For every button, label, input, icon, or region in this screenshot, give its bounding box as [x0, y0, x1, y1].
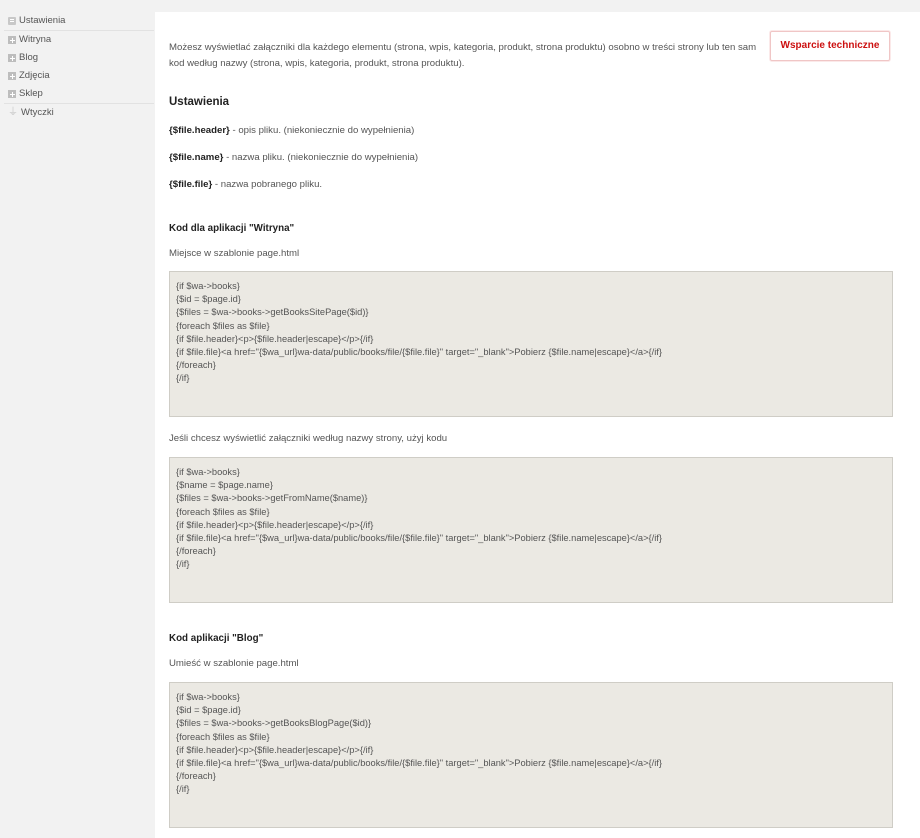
site-code-heading: Kod dla aplikacji "Witryna" — [169, 223, 295, 234]
code-line: {/if} — [176, 784, 190, 795]
code-line: {$files = $wa->books->getBooksBlogPage($id)} — [176, 718, 372, 729]
plus-square-icon[interactable] — [8, 54, 16, 62]
blog-code-heading: Kod aplikacji "Blog" — [169, 633, 264, 644]
blog-code-note: Umieść w szablonie page.html — [169, 658, 299, 669]
sidebar-item-label: Ustawienia — [19, 15, 66, 26]
site-code-note: Miejsce w szablonie page.html — [169, 248, 300, 259]
code-line: {/if} — [176, 373, 190, 384]
param-desc: - nazwa pliku. (niekoniecznie do wypełnienia) — [223, 152, 419, 163]
sidebar-item-zdjecia[interactable] — [0, 67, 155, 85]
code-line: {/foreach} — [176, 546, 216, 557]
code-line: {/if} — [176, 559, 190, 570]
code-line: {if $file.file}<a href="{$wa_url}wa-data/public/books/file/{$file.file}" target="_blank">Pobierz {$file.name|escape}</a>{/if} — [176, 347, 662, 358]
code-line: {foreach $files as $file} — [176, 506, 270, 517]
document-icon — [8, 17, 16, 25]
sidebar-item-label: Blog — [19, 52, 39, 63]
param-code: {$file.file} — [169, 179, 213, 190]
plus-square-icon[interactable] — [8, 72, 16, 80]
sidebar-item-label: Sklep — [19, 88, 43, 99]
code-line: {/foreach} — [176, 771, 216, 782]
code-line: {$files = $wa->books->getBooksSitePage($id)} — [176, 307, 369, 318]
intro-text: Możesz wyświetlać załączniki dla każdego elementu (strona, wpis, kategoria, produkt, strona produktu) osobno w treści strony lub ten sam kod według nazwy (strona, wpis, kategoria, produkt, strona produktu). — [169, 42, 757, 69]
plus-square-icon[interactable] — [8, 90, 16, 98]
sidebar-item-ustawienia[interactable] — [0, 12, 155, 30]
code-line: {if $wa->books} — [176, 692, 240, 702]
site-name-note: Jeśli chcesz wyświetlić załączniki według nazwy strony, użyj kodu — [169, 433, 448, 444]
param-desc: - nazwa pobranego pliku. — [212, 179, 323, 190]
plus-square-icon[interactable] — [8, 36, 16, 44]
sidebar-item-wtyczki[interactable] — [0, 104, 155, 122]
code-line: {if $wa->books} — [176, 281, 240, 291]
site-name-code-block[interactable] — [169, 457, 893, 603]
code-line: {$name = $page.name} — [176, 480, 273, 491]
code-line: {$id = $page.id} — [176, 705, 241, 716]
sidebar-item-witryna[interactable] — [0, 31, 155, 49]
code-line: {foreach $files as $file} — [176, 320, 270, 331]
site-code-block[interactable] — [169, 271, 893, 417]
param-file-header — [169, 125, 414, 136]
sidebar-item-blog[interactable] — [0, 49, 155, 67]
main-content — [155, 12, 920, 838]
param-code: {$file.header} — [169, 125, 230, 136]
sidebar-item-label: Wtyczki — [21, 107, 54, 118]
sidebar-item-label: Zdjęcia — [19, 70, 50, 81]
code-line: {if $file.file}<a href="{$wa_url}wa-data/public/books/file/{$file.file}" target="_blank">Pobierz {$file.name|escape}</a>{/if} — [176, 758, 662, 769]
code-line: {if $file.file}<a href="{$wa_url}wa-data/public/books/file/{$file.file}" target="_blank">Pobierz {$file.name|escape}</a>{/if} — [176, 533, 662, 544]
code-line: {if $file.header}<p>{$file.header|escape}</p>{/if} — [176, 333, 374, 344]
param-code: {$file.name} — [169, 152, 224, 163]
sidebar-item-sklep[interactable] — [0, 85, 155, 103]
code-line: {if $file.header}<p>{$file.header|escape}</p>{/if} — [176, 744, 374, 755]
param-file-file — [169, 179, 322, 190]
code-line: {$files = $wa->books->getFromName($name)} — [176, 493, 368, 504]
code-line: {if $wa->books} — [176, 467, 240, 477]
settings-heading: Ustawienia — [169, 96, 230, 108]
code-line: {/foreach} — [176, 360, 216, 371]
param-file-name — [169, 152, 418, 163]
blog-code-block[interactable] — [169, 682, 893, 828]
code-line: {if $file.header}<p>{$file.header|escape}</p>{/if} — [176, 519, 374, 530]
param-desc: - opis pliku. (niekoniecznie do wypełnienia) — [229, 125, 415, 136]
plug-icon: ⏚ — [8, 107, 18, 118]
sidebar-item-label: Witryna — [19, 34, 52, 45]
code-line: {$id = $page.id} — [176, 294, 241, 305]
support-button[interactable]: Wsparcie techniczne — [770, 31, 890, 61]
sidebar — [0, 12, 155, 838]
code-line: {foreach $files as $file} — [176, 731, 270, 742]
top-bar — [0, 0, 920, 12]
